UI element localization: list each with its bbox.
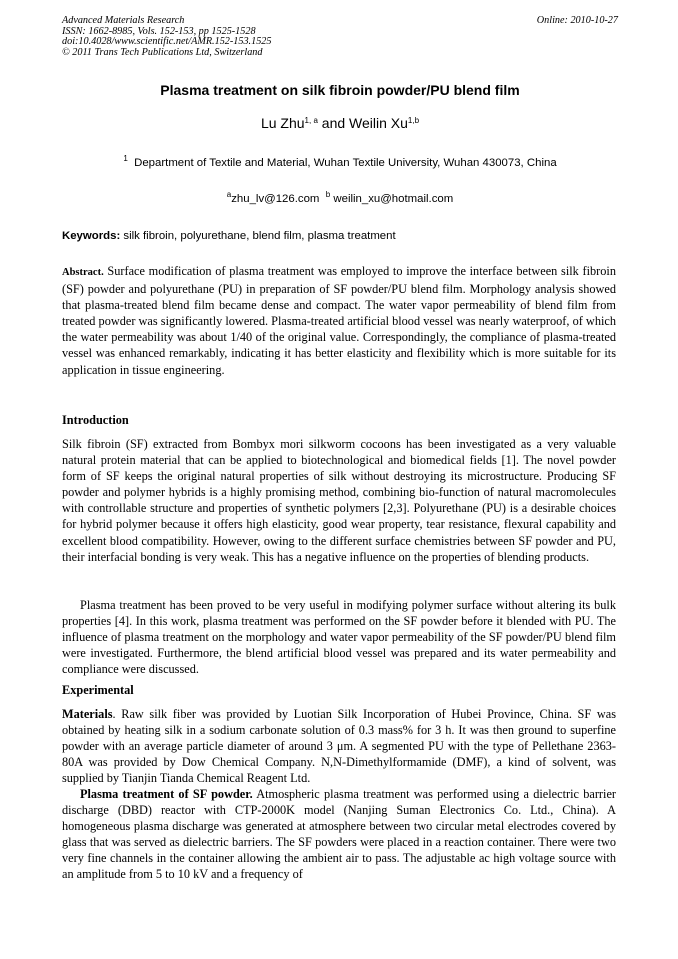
affiliation-text: Department of Textile and Material, Wuhan Textile University, Wuhan 430073, China xyxy=(134,157,557,169)
author-2-name: Weilin Xu xyxy=(349,115,408,131)
affiliation xyxy=(62,154,618,169)
paper-title: Plasma treatment on silk fibroin powder/PU blend film xyxy=(160,82,520,98)
experimental-heading: Experimental xyxy=(62,683,134,697)
journal-doi: doi:10.4028/www.scientific.net/AMR.152-153.1525 xyxy=(62,36,272,48)
online-date: Online: 2010-10-27 xyxy=(536,15,618,26)
introduction-paragraph-2: Plasma treatment has been proved to be very useful in modifying polymer surface without altering its bulk properties [4]. In this work, plasma treatment was performed on the SF powder before it blended with PU. The influence of plasma treatment on the morphology and water vapor permeability of the SF powder/PU blend film were investigated. Furthermore, the blend artificial blood vessel was prepared and its water permeability and compliance were discussed. xyxy=(62,598,616,677)
journal-issn: ISSN: 1662-8985, Vols. 152-153, pp 1525-1528 xyxy=(62,25,256,37)
keywords-label: Keywords: xyxy=(62,230,121,242)
journal-header xyxy=(62,16,618,58)
journal-copyright: © 2011 Trans Tech Publications Ltd, Switzerland xyxy=(62,46,263,58)
materials-text: . Raw silk fiber was provided by Luotian Silk Incorporation of Hubei Province, China. SF was obtained by heating silk in a sodium carbonate solution of 0.3 mass% for 3 h. It was then ground to superfine powder with an average particle diameter of around 3 μm. A segmented PU with the type of Pellethane 2363-80A was provided by Dow Chemical Company. N,N-Dimethylformamide (DMF), a kind of solvent, was supplied by Tianjin Tianda Chemical Reagent Ltd. xyxy=(62,707,616,786)
plasma-treatment-label: Plasma treatment of SF powder. xyxy=(80,787,253,801)
author-1-name: Lu Zhu xyxy=(260,115,305,131)
email-a[interactable]: zhu_lv@126.com xyxy=(231,193,320,205)
email-line xyxy=(62,190,618,205)
keywords xyxy=(62,230,618,242)
materials-label: Materials xyxy=(62,707,113,721)
abstract-text: Surface modification of plasma treatment was employed to improve the interface between silk fibroin (SF) powder and polyurethane (PU) in preparation of SF powder/PU blend film. Morphology analysis showed that plasma-treated blend film became dense and compact. The water vapor permeability of blend film from treated powder was significantly lowered. Plasma-treated artificial blood vessel was nearly waterproof, of which the water permeability was about 1/40 of the original value. Correspondingly, the compliance of plasma-treated vessel was enhanced remarkably, indicating it has better elasticity and flexibility which is more suitable for its application in tissue engineering. xyxy=(62,264,616,377)
author-1-affil-sup: 1, a xyxy=(304,116,318,125)
introduction-paragraph-1: Silk fibroin (SF) extracted from Bombyx mori silkworm cocoons has been investigated as a very valuable natural protein material that can be applied to biotechnological and biomedical fields [1]. The novel powder form of SF keeps the original natural properties of silk without destroying its microstructure. Producing SF powder and polymer hybrids is a highly promising method, combining bio-function of natural macromolecules with controllable structure and properties of synthetic polymers [2,3]. Polyurethane (PU) is a desirable choices for hybrid polymer because it offers high elasticity, good wear property, tear resistance, flexural capability and excellent blood compatibility. However, owing to the different surface chemistries between SF powder and PU, their interfacial bonding is very weak. This has a negative influence on the properties of blending products. xyxy=(62,437,616,564)
abstract xyxy=(62,263,616,378)
materials-paragraph xyxy=(62,706,616,786)
journal-name: Advanced Materials Research xyxy=(62,15,185,26)
introduction-heading: Introduction xyxy=(62,413,129,427)
plasma-treatment-text: Atmospheric plasma treatment was performed using a dielectric barrier discharge (DBD) reactor with CTP-2000K model (Nanjing Suman Electronics Co. Ltd., China). A homogeneous plasma discharge was generated at atmosphere between two circular metal electrodes covered by glass that was served as dielectric barriers. The SF powders were placed in a reaction container. There were two very fine channels in the container allowing the ambient air to pass. The adjustable ac high voltage source with an amplitude from 5 to 10 kV and a frequency of xyxy=(62,787,616,882)
author-line xyxy=(62,115,618,131)
author-2-affil-sup: 1,b xyxy=(407,116,420,125)
keywords-text: silk fibroin, polyurethane, blend film, plasma treatment xyxy=(120,230,396,242)
plasma-treatment-paragraph xyxy=(62,786,616,883)
email-b[interactable]: weilin_xu@hotmail.com xyxy=(333,193,454,205)
author-conjunction: and xyxy=(317,115,350,131)
email-a-sup: a xyxy=(226,190,232,199)
email-b-sup: b xyxy=(325,190,331,199)
affiliation-sup: 1 xyxy=(123,154,128,163)
abstract-label: Abstract. xyxy=(62,267,104,278)
